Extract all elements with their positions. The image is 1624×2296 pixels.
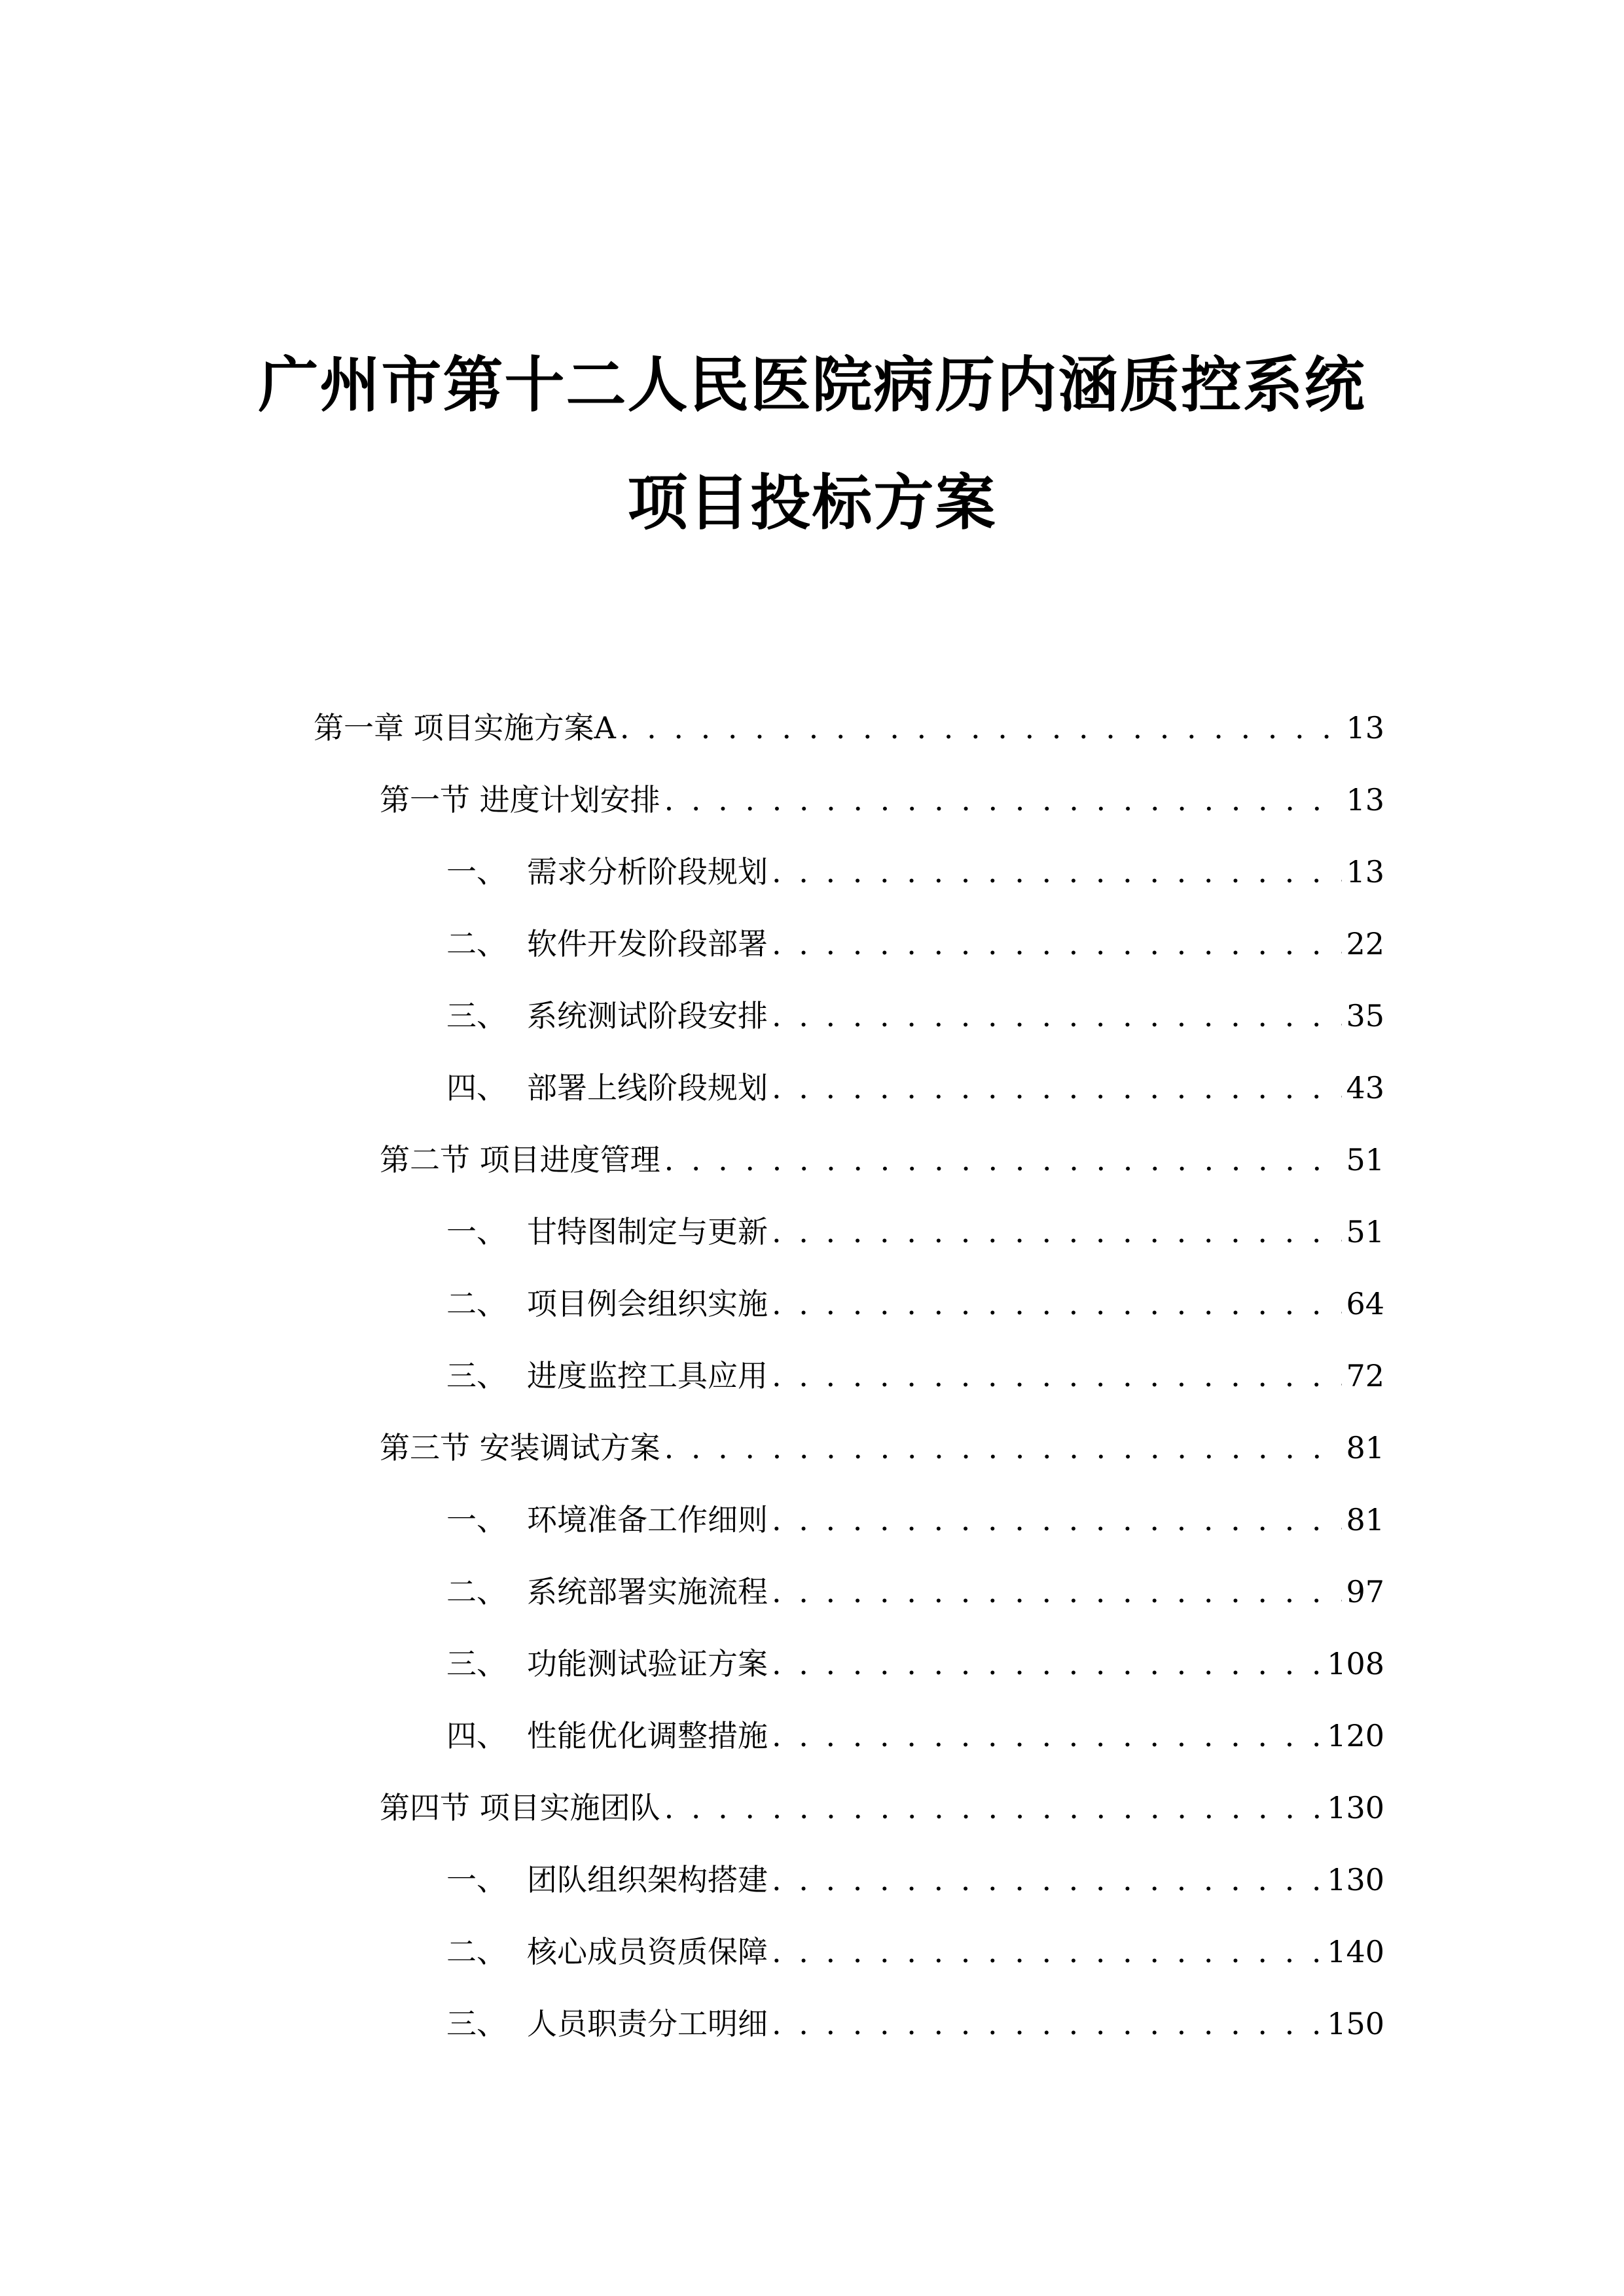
toc-leader-dots <box>772 1643 1323 1685</box>
toc-leader-dots <box>772 995 1342 1037</box>
toc-entry-text: 环境准备工作细则 <box>527 1502 768 1537</box>
toc-entry[interactable] <box>380 1787 1384 1829</box>
toc-page-number: 97 <box>1346 1574 1384 1609</box>
toc-leader-dots <box>664 779 1343 821</box>
toc-entry-prefix: 第一章 <box>314 710 404 745</box>
toc-entry-text: 安装调试方案 <box>479 1430 660 1465</box>
toc-entry-label <box>446 1931 768 1973</box>
toc-entry-text: 项目实施团队 <box>479 1790 660 1825</box>
toc-entry-text: 需求分析阶段规划 <box>527 854 768 889</box>
toc-page-number: 64 <box>1346 1286 1384 1321</box>
toc-entry-text: 项目实施方案A <box>413 710 616 745</box>
toc-entry-label <box>446 1211 768 1253</box>
toc-entry[interactable] <box>380 1139 1384 1181</box>
toc-entry-label <box>380 1427 660 1469</box>
toc-page-number: 120 <box>1327 1718 1384 1753</box>
toc-entry-text: 甘特图制定与更新 <box>527 1214 768 1249</box>
toc-page-number: 43 <box>1346 1070 1384 1105</box>
toc-entry-text: 核心成员资质保障 <box>527 1934 768 1969</box>
toc-entry-prefix: 三、 <box>446 1646 507 1681</box>
toc-page-number: 13 <box>1346 782 1384 817</box>
toc-leader-dots <box>772 2003 1323 2045</box>
toc-entry-prefix: 第四节 <box>380 1790 470 1825</box>
toc-entry[interactable] <box>314 707 1384 749</box>
toc-entry-prefix: 二、 <box>446 1574 507 1609</box>
toc-entry-label <box>446 995 768 1037</box>
toc-page-number: 13 <box>1346 710 1384 745</box>
toc-entry-text: 系统测试阶段安排 <box>527 998 768 1033</box>
toc-entry-prefix: 第二节 <box>380 1142 470 1177</box>
toc-entry-text: 功能测试验证方案 <box>527 1646 768 1681</box>
toc-leader-dots <box>772 1355 1342 1397</box>
toc-entry-label <box>446 1715 768 1757</box>
document-title-line1: 广州市第十二人民医院病历内涵质控系统 <box>258 350 1366 420</box>
toc-page-number: 81 <box>1346 1502 1384 1537</box>
toc-entry[interactable] <box>446 1571 1384 1613</box>
toc-entry-text: 人员职责分工明细 <box>527 2006 768 2041</box>
toc-page-number: 108 <box>1327 1646 1384 1681</box>
toc-entry-text: 团队组织架构搭建 <box>527 1862 768 1897</box>
toc-entry-label <box>380 1787 660 1829</box>
toc-entry[interactable] <box>446 1643 1384 1685</box>
toc-entry-text: 进度计划安排 <box>479 782 660 817</box>
toc-entry-prefix: 三、 <box>446 998 507 1033</box>
toc-entry-prefix: 二、 <box>446 1286 507 1321</box>
toc-leader-dots <box>772 1715 1323 1757</box>
toc-entry[interactable] <box>380 1427 1384 1469</box>
toc-page-number: 51 <box>1346 1142 1384 1177</box>
toc-entry-label <box>446 1283 768 1325</box>
toc-entry-prefix: 三、 <box>446 1358 507 1393</box>
toc-entry-prefix: 二、 <box>446 926 507 961</box>
toc-entry-text: 项目进度管理 <box>479 1142 660 1177</box>
toc-entry-prefix: 四、 <box>446 1070 507 1105</box>
toc-entry-prefix: 一、 <box>446 854 507 889</box>
toc-leader-dots <box>772 1859 1323 1901</box>
document-title-line2: 项目投标方案 <box>627 468 997 538</box>
toc-entry-prefix: 四、 <box>446 1718 507 1753</box>
toc-page-number: 81 <box>1346 1430 1384 1465</box>
toc-page-number: 140 <box>1327 1934 1384 1969</box>
toc-entry-label <box>446 923 768 965</box>
toc-page-number: 13 <box>1346 854 1384 889</box>
toc-page-number: 51 <box>1346 1214 1384 1249</box>
toc-entry-label <box>446 1355 768 1397</box>
toc-page-number: 72 <box>1346 1358 1384 1393</box>
toc-entry-text: 性能优化调整措施 <box>527 1718 768 1753</box>
toc-leader-dots <box>772 851 1342 893</box>
toc-page-number: 130 <box>1327 1862 1384 1897</box>
toc-entry[interactable] <box>446 1355 1384 1397</box>
toc-entry-label <box>446 1499 768 1541</box>
toc-entry-label <box>446 1643 768 1685</box>
toc-entry-label <box>446 1067 768 1109</box>
toc-entry-text: 系统部署实施流程 <box>527 1574 768 1609</box>
toc-leader-dots <box>772 1571 1342 1613</box>
toc-page-number: 130 <box>1327 1790 1384 1825</box>
toc-leader-dots <box>772 1931 1323 1973</box>
toc-leader-dots <box>772 1499 1342 1541</box>
toc-page-number: 22 <box>1346 926 1384 961</box>
toc-entry-prefix: 三、 <box>446 2006 507 2041</box>
toc-leader-dots <box>772 1211 1342 1253</box>
toc-entry[interactable] <box>446 851 1384 893</box>
toc-entry[interactable] <box>446 995 1384 1037</box>
toc-entry-label <box>314 707 616 749</box>
toc-leader-dots <box>664 1427 1343 1469</box>
toc-entry-prefix: 第一节 <box>380 782 470 817</box>
toc-page-number: 150 <box>1327 2006 1384 2041</box>
toc-entry-prefix: 二、 <box>446 1934 507 1969</box>
toc-leader-dots <box>664 1139 1343 1181</box>
toc-entry[interactable] <box>446 1931 1384 1973</box>
toc-entry[interactable] <box>380 779 1384 821</box>
toc-entry[interactable] <box>446 1859 1384 1901</box>
toc-entry-text: 部署上线阶段规划 <box>527 1070 768 1105</box>
toc-entry[interactable] <box>446 1067 1384 1109</box>
toc-entry-prefix: 一、 <box>446 1214 507 1249</box>
toc-entry-label <box>446 1571 768 1613</box>
toc-entry-prefix: 一、 <box>446 1862 507 1897</box>
toc-entry[interactable] <box>446 1283 1384 1325</box>
toc-entry-text: 项目例会组织实施 <box>527 1286 768 1321</box>
toc-leader-dots <box>620 707 1343 749</box>
toc-entry-prefix: 第三节 <box>380 1430 470 1465</box>
toc-entry[interactable] <box>446 1211 1384 1253</box>
toc-entry-text: 软件开发阶段部署 <box>527 926 768 961</box>
toc-entry-text: 进度监控工具应用 <box>527 1358 768 1393</box>
toc-leader-dots <box>664 1787 1324 1829</box>
toc-entry[interactable] <box>446 1715 1384 1757</box>
toc-entry[interactable] <box>446 1499 1384 1541</box>
toc-leader-dots <box>772 1283 1342 1325</box>
toc-entry-prefix: 一、 <box>446 1502 507 1537</box>
toc-entry-label <box>380 779 660 821</box>
toc-entry-label <box>446 2003 768 2045</box>
toc-entry-label <box>446 1859 768 1901</box>
toc-entry-label <box>380 1139 660 1181</box>
toc-leader-dots <box>772 923 1342 965</box>
toc-entry[interactable] <box>446 923 1384 965</box>
toc-page-number: 35 <box>1346 998 1384 1033</box>
toc-entry[interactable] <box>446 2003 1384 2045</box>
toc-entry-label <box>446 851 768 893</box>
toc-leader-dots <box>772 1067 1342 1109</box>
